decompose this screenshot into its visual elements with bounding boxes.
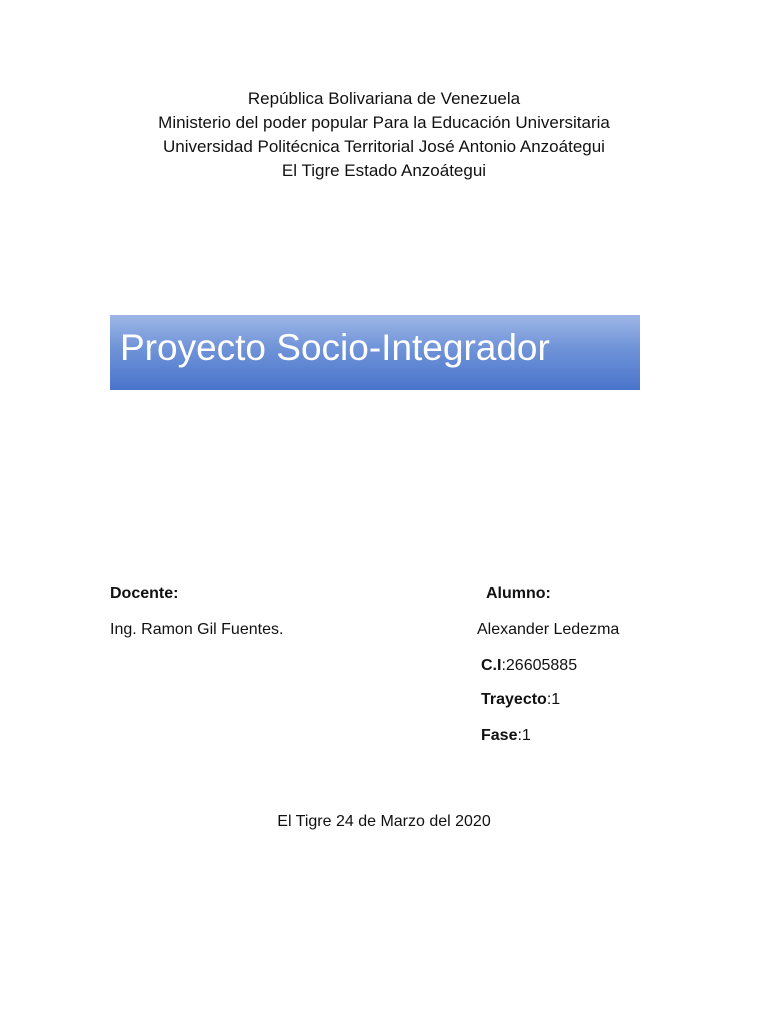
ci-value: :26605885 <box>501 657 578 674</box>
fase-line <box>481 726 531 746</box>
header-location: El Tigre Estado Anzoátegui <box>281 161 487 180</box>
header-country: República Bolivariana de Venezuela <box>247 89 521 108</box>
ci-line <box>481 656 577 676</box>
docente-label: Docente: <box>110 585 179 602</box>
trayecto-value: :1 <box>546 691 561 708</box>
header-ministry: Ministerio del poder popular Para la Educación Universitaria <box>158 113 610 132</box>
docente-name: Ing. Ramon Gil Fuentes. <box>110 621 284 638</box>
header-university: Universidad Politécnica Territorial José Antonio Anzoátegui <box>163 137 605 156</box>
fase-label: Fase <box>481 727 518 744</box>
document-title: Proyecto Socio-Integrador <box>120 327 550 368</box>
alumno-name: Alexander Ledezma <box>477 621 620 638</box>
document-header <box>0 87 768 183</box>
trayecto-label: Trayecto <box>481 691 547 708</box>
trayecto-line <box>481 690 560 710</box>
ci-label: C.I <box>481 657 502 674</box>
place-date: El Tigre 24 de Marzo del 2020 <box>277 813 491 830</box>
fase-value: :1 <box>517 727 531 744</box>
alumno-label: Alumno: <box>486 585 551 602</box>
title-banner <box>110 315 640 390</box>
